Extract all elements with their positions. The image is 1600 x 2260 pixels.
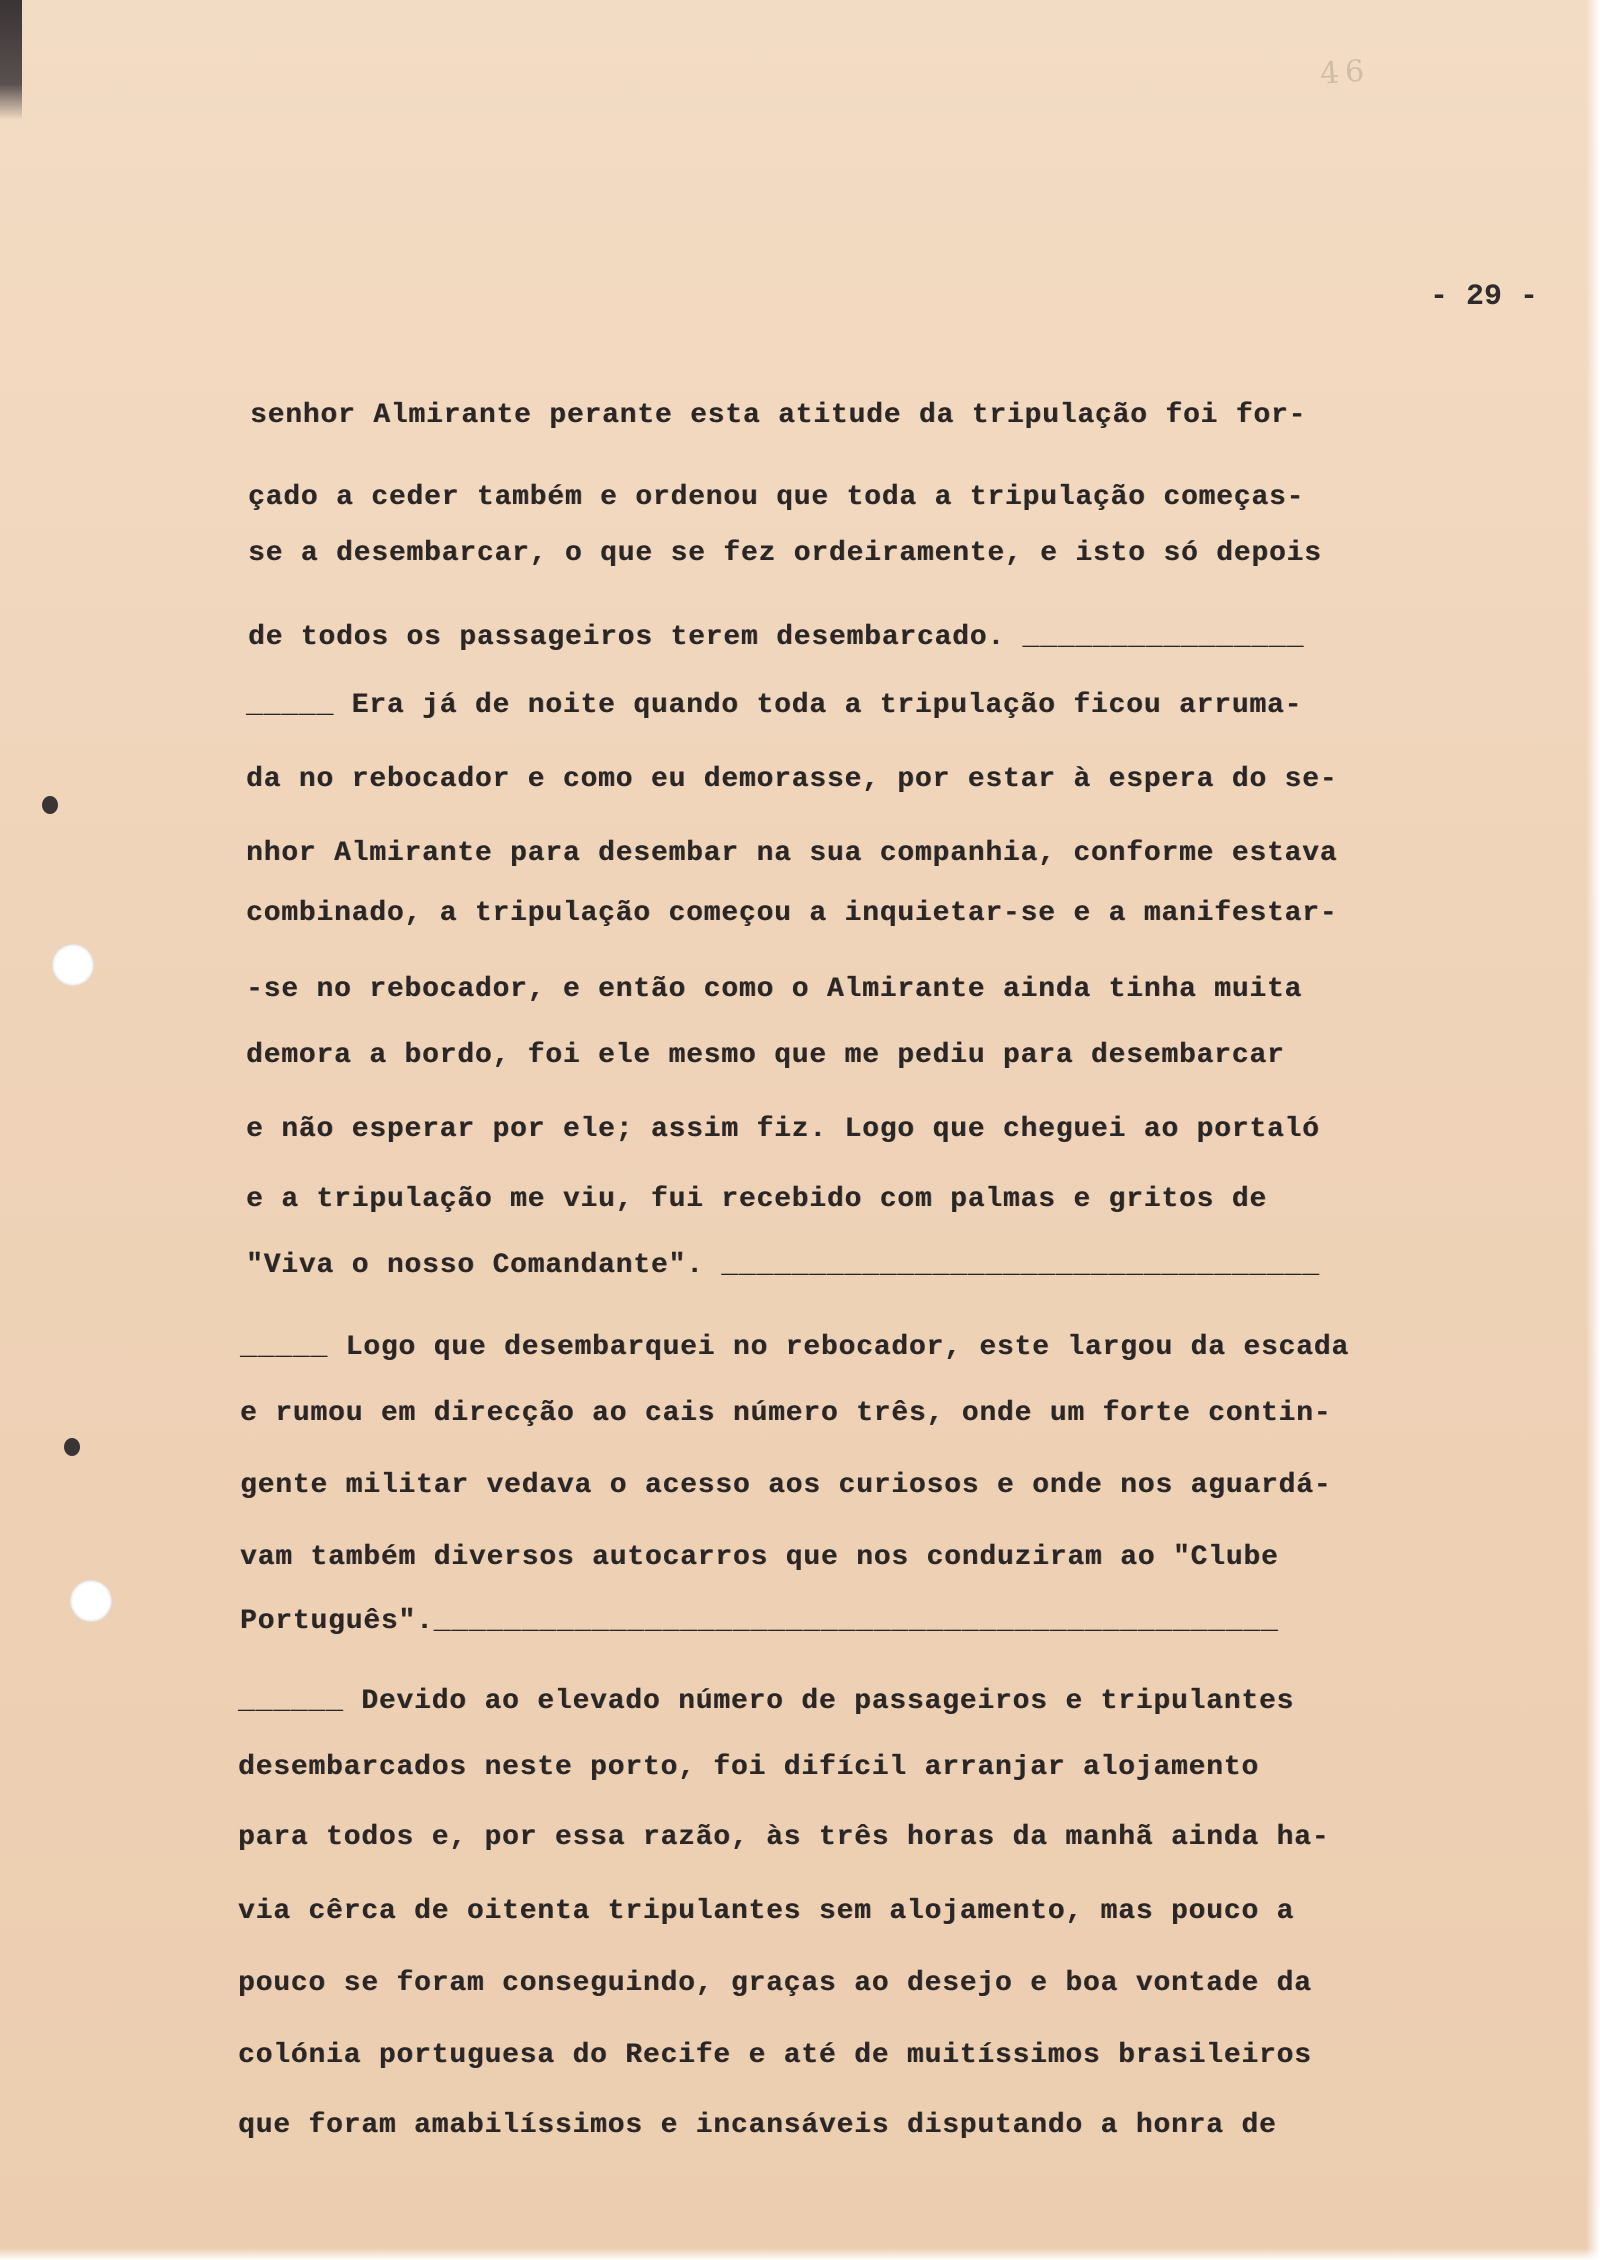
text-line: de todos os passageiros terem desembarcado. ________________ bbox=[248, 622, 1305, 653]
pencil-annotation: 46 bbox=[1318, 53, 1372, 92]
text-line: colónia portuguesa do Recife e até de muitíssimos brasileiros bbox=[238, 2040, 1312, 2071]
text-line: via cêrca de oitenta tripulantes sem alojamento, mas pouco a bbox=[238, 1896, 1295, 1927]
text-line: gente militar vedava o acesso aos curiosos e onde nos aguardá- bbox=[240, 1470, 1332, 1501]
ink-blot-lower bbox=[64, 1438, 80, 1456]
text-line: pouco se foram conseguindo, graças ao desejo e boa vontade da bbox=[238, 1968, 1312, 1999]
scan-edge-right bbox=[1586, 0, 1600, 2260]
text-line: que foram amabilíssimos e incansáveis disputando a honra de bbox=[238, 2110, 1277, 2141]
text-line: nhor Almirante para desembar na sua companhia, conforme estava bbox=[246, 838, 1338, 869]
text-line: da no rebocador e como eu demorasse, por estar à espera do se- bbox=[246, 764, 1338, 795]
text-line: se a desembarcar, o que se fez ordeiramente, e isto só depois bbox=[248, 538, 1322, 569]
scan-corner-shadow bbox=[0, 0, 22, 120]
text-line: desembarcados neste porto, foi difícil arranjar alojamento bbox=[238, 1752, 1259, 1783]
punch-hole-lower bbox=[70, 1580, 112, 1622]
text-line: e rumou em direcção ao cais número três, onde um forte contin- bbox=[240, 1398, 1332, 1429]
ink-blot-upper bbox=[42, 796, 58, 814]
text-line: e não esperar por ele; assim fiz. Logo que cheguei ao portaló bbox=[246, 1114, 1320, 1145]
text-line: çado a ceder também e ordenou que toda a tripulação começas- bbox=[248, 482, 1305, 513]
text-line: ______ Devido ao elevado número de passageiros e tripulantes bbox=[238, 1686, 1295, 1717]
text-line: senhor Almirante perante esta atitude da tripulação foi for- bbox=[250, 400, 1307, 431]
punch-hole-upper bbox=[52, 944, 94, 986]
text-line: -se no rebocador, e então como o Almirante ainda tinha muita bbox=[246, 974, 1303, 1005]
text-line: e a tripulação me viu, fui recebido com palmas e gritos de bbox=[246, 1184, 1267, 1215]
text-line: _____ Logo que desembarquei no rebocador, este largou da escada bbox=[240, 1332, 1349, 1363]
text-line: vam também diversos autocarros que nos conduziram ao "Clube bbox=[240, 1542, 1279, 1573]
text-line: para todos e, por essa razão, às três horas da manhã ainda ha- bbox=[238, 1822, 1330, 1853]
text-line: "Viva o nosso Comandante". __________________________________ bbox=[246, 1250, 1320, 1281]
text-line: demora a bordo, foi ele mesmo que me pediu para desembarcar bbox=[246, 1040, 1285, 1071]
page-number: - 29 - bbox=[1430, 280, 1539, 314]
text-line: _____ Era já de noite quando toda a tripulação ficou arruma- bbox=[246, 690, 1303, 721]
text-line: combinado, a tripulação começou a inquietar-se e a manifestar- bbox=[246, 898, 1338, 929]
text-line: Português".________________________________________________ bbox=[240, 1606, 1279, 1637]
scan-edge-bottom bbox=[0, 2248, 1600, 2260]
